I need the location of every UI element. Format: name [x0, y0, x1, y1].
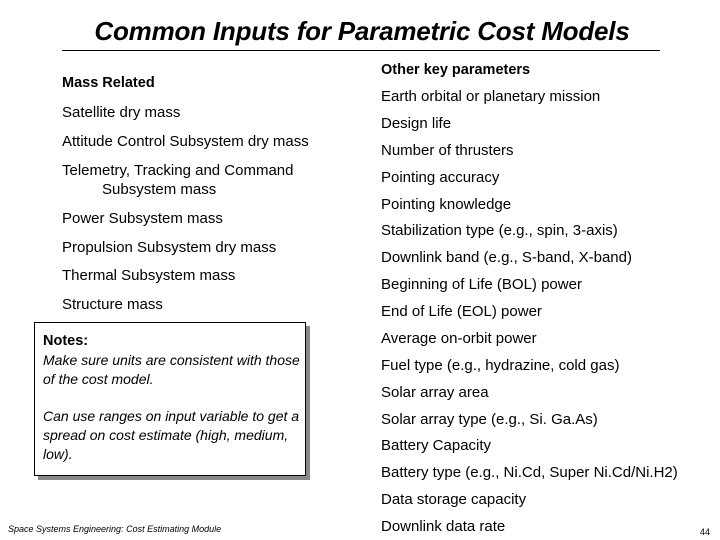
right-item-pointing-knowledge: Pointing knowledge	[381, 196, 512, 213]
left-item-attitude-control-mass: Attitude Control Subsystem dry mass	[62, 133, 309, 150]
left-item-propulsion-mass: Propulsion Subsystem dry mass	[62, 239, 277, 256]
page-number: 44	[699, 527, 710, 537]
title-underline	[62, 50, 660, 51]
right-item-solar-array-area: Solar array area	[381, 384, 489, 401]
slide-title: Common Inputs for Parametric Cost Models	[94, 16, 630, 46]
right-item-average-power: Average on-orbit power	[381, 330, 537, 347]
right-item-stabilization-type: Stabilization type (e.g., spin, 3-axis)	[381, 222, 618, 239]
notes-box	[34, 322, 306, 476]
right-item-battery-capacity: Battery Capacity	[381, 437, 492, 454]
right-item-downlink-band: Downlink band (e.g., S-band, X-band)	[381, 249, 632, 266]
left-item-satellite-dry-mass: Satellite dry mass	[62, 104, 181, 121]
right-item-pointing-accuracy: Pointing accuracy	[381, 169, 500, 186]
left-item-ttc-mass	[62, 161, 293, 199]
right-item-thrusters: Number of thrusters	[381, 142, 514, 159]
left-item-structure-mass: Structure mass	[62, 296, 163, 313]
other-parameters-heading: Other key parameters	[381, 62, 531, 78]
right-item-mission-type: Earth orbital or planetary mission	[381, 88, 601, 105]
mass-related-heading: Mass Related	[62, 75, 155, 91]
notes-title: Notes:	[43, 333, 89, 349]
left-item-ttc-line2: Subsystem mass	[102, 181, 217, 198]
right-item-design-life: Design life	[381, 115, 452, 132]
right-item-downlink-rate: Downlink data rate	[381, 518, 506, 535]
right-item-battery-type: Battery type (e.g., Ni.Cd, Super Ni.Cd/Ni.H2)	[381, 464, 678, 481]
left-item-ttc-line1: Telemetry, Tracking and Command	[62, 162, 294, 179]
right-item-bol-power: Beginning of Life (BOL) power	[381, 276, 582, 293]
right-item-fuel-type: Fuel type (e.g., hydrazine, cold gas)	[381, 357, 620, 374]
notes-units-paragraph: Make sure units are consistent with those of the cost model.	[43, 352, 300, 387]
left-item-power-mass: Power Subsystem mass	[62, 210, 223, 227]
footer-course-name: Space Systems Engineering: Cost Estimating Module	[8, 524, 222, 534]
right-item-solar-array-type: Solar array type (e.g., Si. Ga.As)	[381, 411, 598, 428]
right-item-eol-power: End of Life (EOL) power	[381, 303, 542, 320]
notes-ranges-paragraph: Can use ranges on input variable to get a spread on cost estimate (high, medium, low).	[43, 408, 300, 462]
right-item-data-storage: Data storage capacity	[381, 491, 527, 508]
left-item-thermal-mass: Thermal Subsystem mass	[62, 267, 236, 284]
